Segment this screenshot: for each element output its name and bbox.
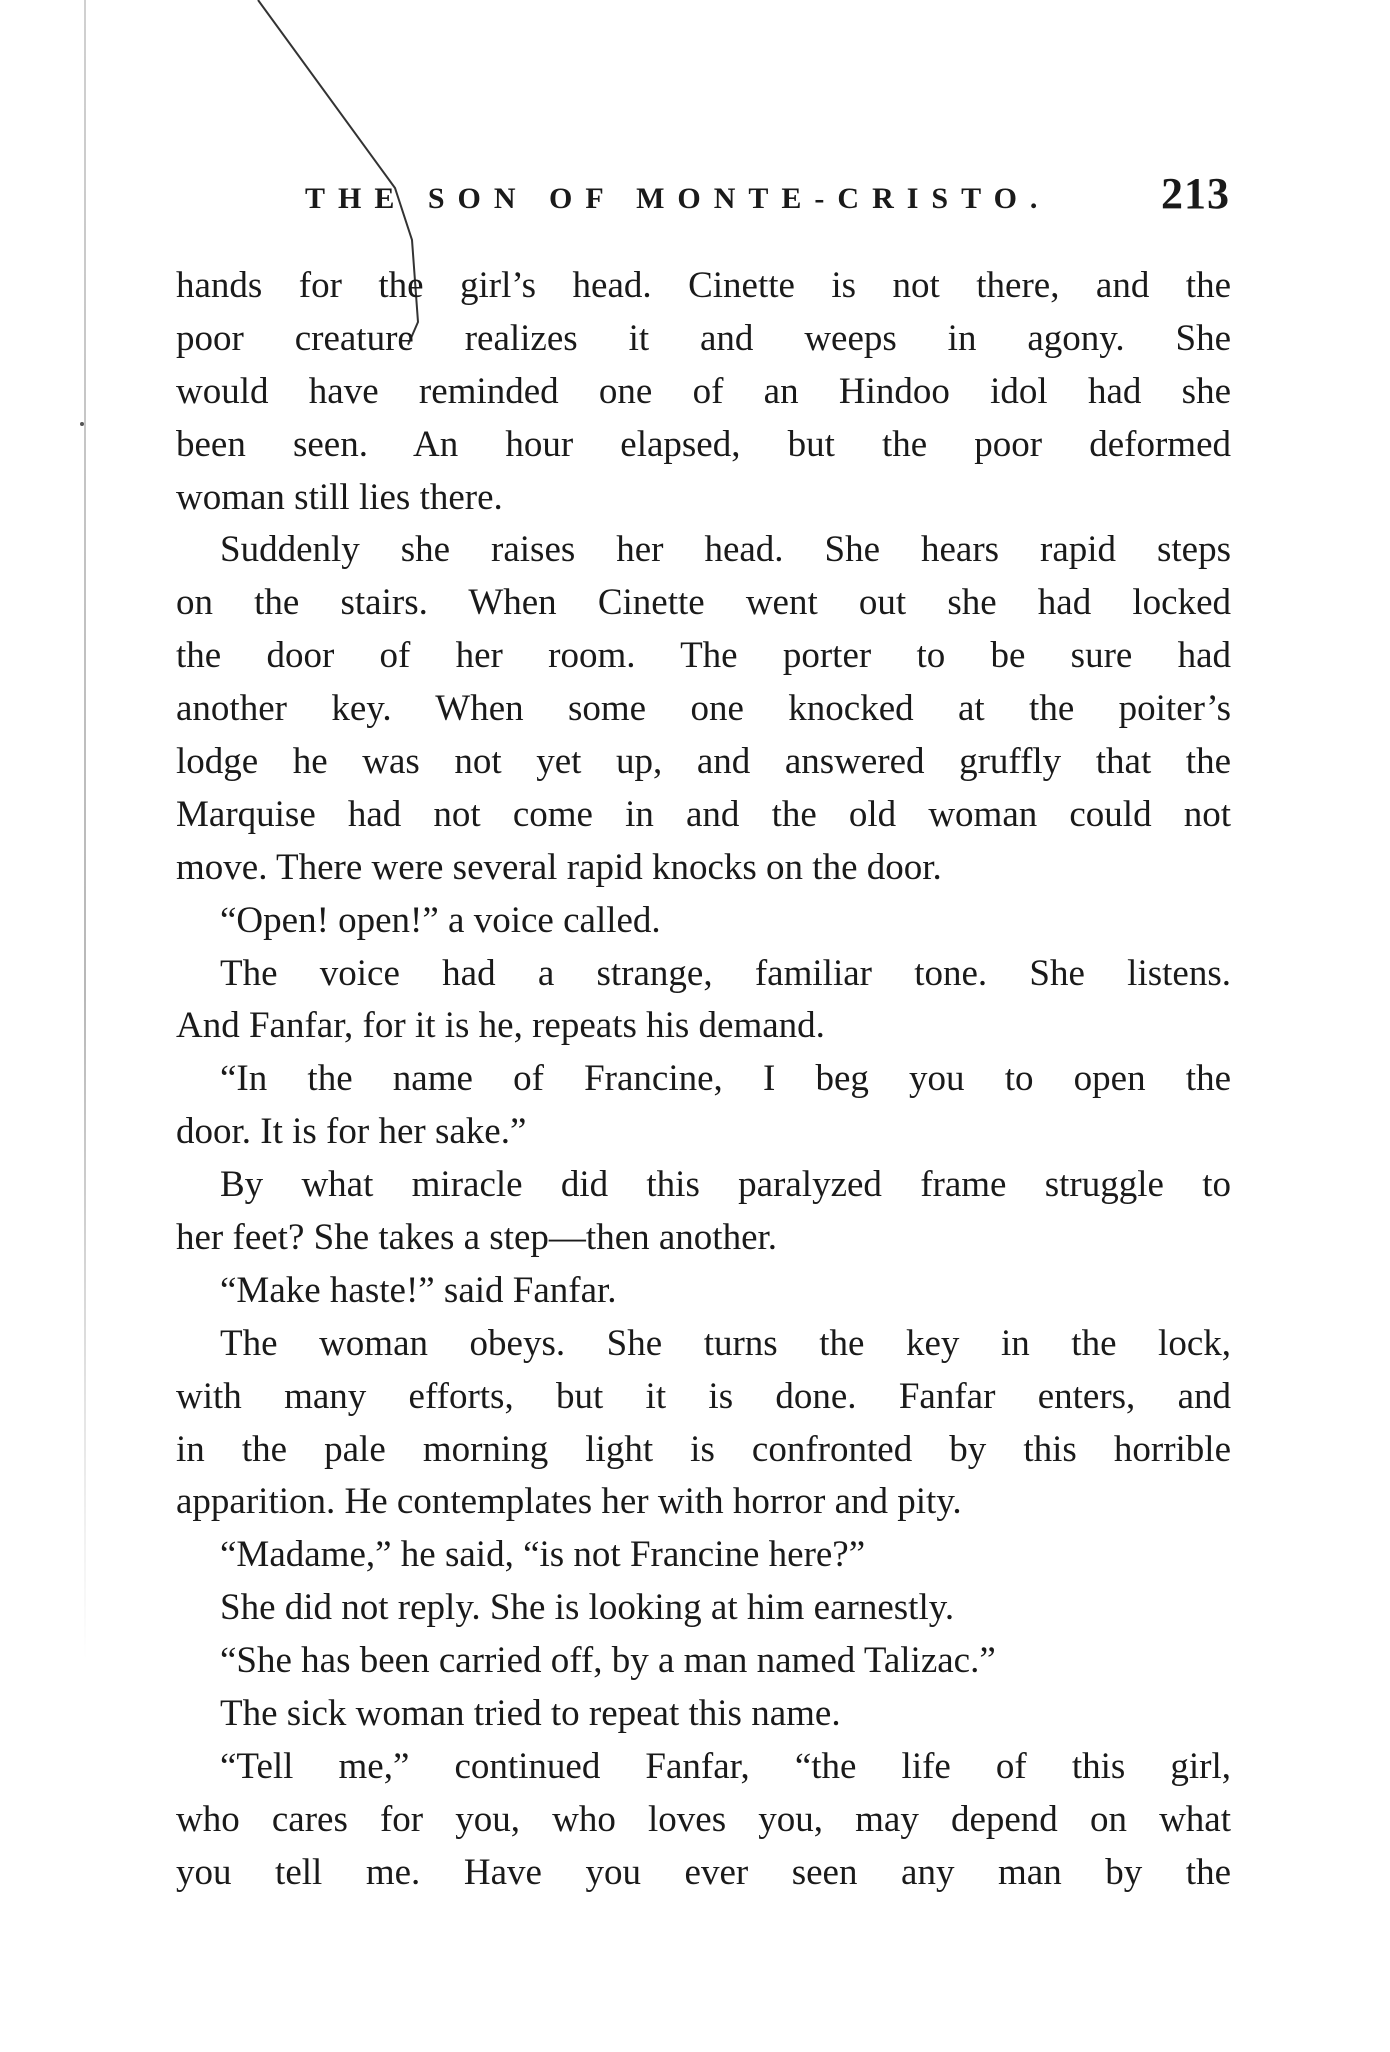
- text-line: her feet? She takes a step—then another.: [176, 1217, 778, 1259]
- text-line: you tell me. Have you ever seen any man by the: [176, 1851, 1231, 1893]
- text-line: apparition. He contemplates her with horror and pity.: [176, 1481, 962, 1523]
- text-line: the door of her room. The porter to be sure had: [176, 635, 1231, 677]
- text-line: Marquise had not come in and the old woman could not: [176, 793, 1231, 835]
- text-line: who cares for you, who loves you, may depend on what: [176, 1798, 1231, 1840]
- text-line: on the stairs. When Cinette went out she had locked: [176, 582, 1231, 624]
- text-line: The voice had a strange, familiar tone. She listens.: [220, 952, 1231, 994]
- scan-speck: [80, 422, 84, 426]
- running-header: [305, 168, 1230, 228]
- running-title: THE SON OF MONTE-CRISTO.: [305, 182, 1051, 215]
- text-line: door. It is for her sake.”: [176, 1111, 527, 1153]
- text-line: “She has been carried off, by a man named Talizac.”: [220, 1640, 996, 1682]
- text-line: lodge he was not yet up, and answered gruffly that the: [176, 741, 1231, 783]
- page-number: 213: [1161, 169, 1230, 218]
- text-line: with many efforts, but it is done. Fanfar enters, and: [176, 1375, 1231, 1417]
- text-line: woman still lies there.: [176, 476, 503, 518]
- text-line: “In the name of Francine, I beg you to open the: [220, 1058, 1231, 1100]
- text-line: She did not reply. She is looking at him earnestly.: [220, 1587, 955, 1629]
- text-line: The sick woman tried to repeat this name.: [220, 1693, 841, 1735]
- text-line: Suddenly she raises her head. She hears rapid steps: [220, 529, 1231, 571]
- text-line: poor creature realizes it and weeps in agony. She: [176, 317, 1231, 359]
- text-line: “Open! open!” a voice called.: [220, 899, 661, 941]
- text-line: By what miracle did this paralyzed frame struggle to: [220, 1164, 1231, 1206]
- text-line: The woman obeys. She turns the key in the lock,: [220, 1322, 1231, 1364]
- text-line: another key. When some one knocked at the poiter’s: [176, 688, 1231, 730]
- scan-page-edge: [84, 0, 86, 1660]
- text-line: would have reminded one of an Hindoo idol had she: [176, 370, 1231, 412]
- text-line: “Madame,” he said, “is not Francine here?”: [220, 1534, 866, 1576]
- text-line: been seen. An hour elapsed, but the poor deformed: [176, 423, 1231, 465]
- text-line: move. There were several rapid knocks on the door.: [176, 846, 942, 888]
- text-line: in the pale morning light is confronted by this horrible: [176, 1428, 1231, 1470]
- text-line: “Tell me,” continued Fanfar, “the life of this girl,: [220, 1745, 1231, 1787]
- text-line: And Fanfar, for it is he, repeats his demand.: [176, 1005, 825, 1047]
- body-text: [176, 260, 1231, 1900]
- text-line: hands for the girl’s head. Cinette is not there, and the: [176, 265, 1231, 306]
- text-line: “Make haste!” said Fanfar.: [220, 1269, 617, 1311]
